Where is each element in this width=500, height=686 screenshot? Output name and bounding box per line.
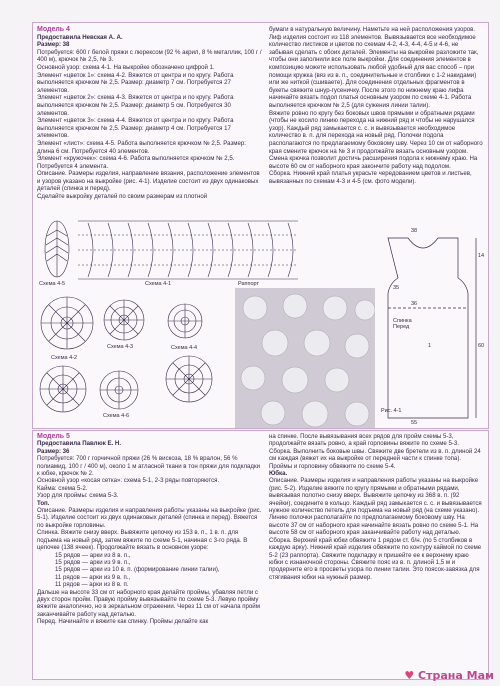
model-5-row-list <box>37 552 262 589</box>
chart-4-1 <box>78 215 298 285</box>
caption-scheme-4-4: Схема 4-4 <box>171 345 198 351</box>
caption-scheme-4-6: Схема 4-6 <box>103 413 130 419</box>
model-4-author: Предоставила Невская А. А. <box>37 33 123 41</box>
lace-fabric-photo <box>235 288 375 428</box>
model-5-needs: Потребуется: 700 г горчичной пряжи (26 % вискоза, 18 % вралон, 56 % полиамид, 100 г / 400 м), около 1 м атласной ткани в тон пряжи для подкладки к юбке, крючок № 2. <box>37 455 261 478</box>
chart-4-2-flower-b <box>37 363 89 415</box>
model-4-element-2: Элемент «цветок 2»: схема 4-3. Вяжется от центра и по кругу. Работа выполняется крючком № 2,5. Размер: диаметр 5 см. Потребуется 30 элементов. <box>37 94 234 117</box>
model-4-section <box>32 22 489 429</box>
model-4-right-text-2: Вяжите ровно по кругу без боковых швов прямыми и обратными рядами (чтобы не косило линию перехода на нижний ряд и чтобы не нарушался узор). Каждый ряд замыкается с. с. и вывязывается необходимое количество в. п. для перехода на новый ряд. Полочки подола располагаются по предлагаемому боковому шву. Через 10 см от наборного края смените крючок на № 3 и продолжайте вязать основным узором. Смена крючка позволит достичь расширения подола к нижнему краю. На высоте 60 см от наборного края закончите работу над подолом. <box>269 109 483 170</box>
chart-4-6-circle <box>97 368 141 412</box>
pattern-dimension-38: 38 <box>411 228 418 234</box>
model-5-armhole-pattern: Узор для проймы: схема 5-3. <box>37 492 119 500</box>
model-5-title: Модель 5 <box>37 433 70 440</box>
model-5-size: Размер: 36 <box>37 447 70 455</box>
chart-4-4-flower <box>165 301 205 341</box>
model-4-assembly: Сборка. Нижний край платья украсьте чередованием цветов и листьев, вывязанных по схемам 4-3 и 4-5 (см. фото модели). <box>269 170 472 185</box>
model-4-description-2: Сделайте выкройку деталей по своим размерам из плотной <box>37 193 208 201</box>
model-5-top-heading: Топ. <box>37 499 50 507</box>
model-4-right-text-1: бумаги в натуральную величину. Наметьте на ней расположения узоров. Лиф изделия состоит из 118 элементов. Вывязывается все необходимое количество листиков и цветов по схемам 4-2, 4-3, 4-4, 4-5 и 4-6, не забывая сделать с обоих деталей. Элементы на выкройке разложите так, чтобы они заполнили все поле выкройки. Для соединения элементов в композицию можете использовать любой удобный для вас способ – при помощи кружка (вяз из в. п., соединительные и столбики с 1-2 накидами) или же ниткой (сшиваете). Для соединения отдельных фрагментов в букеты свяжите шнур-гусеничку. После этого по нижнему краю лифа начинайте вязать подол платья основным узором по схеме 4-1. Работа выполняется крючком № 2,5 (для сужения линии талии). <box>269 26 479 109</box>
model-5-skirt-assembly: Сборка. Верхний край юбки обвяжите 1 рядом ст. б/н. (по 5 столбиков в каждую арку). Нижний край изделия обвяжите по контуру каймой по схеме 5-2 (23 раппорта). Свяжите подкладку и пришейте ее к верхнему краю юбки с изнаночной стороны. Свяжите пояс из в. п. длиной 1,5 м и продерните его в просветы узора по линии талии. Это поясок-завязка для стягивания юбки на нужный размер. <box>269 536 482 581</box>
caption-scheme-4-1: Схема 4-1 <box>145 281 172 287</box>
model-5-front: Перед. Начинайте и вяжите как спинку. Проймы делайте как <box>37 618 209 626</box>
model-5-section <box>32 430 489 680</box>
model-5-assembly: Сборка. Выполнить боковые швы. Свяжите две бретели из в. п. длиной 24 см каждая (вяжет их на выкройке от передней части к спинке топа). Проймы и горловину обвяжите по схеме 5-4. <box>269 447 481 470</box>
pattern-label-back-front: Спинка Перед <box>393 318 412 330</box>
model-4-needs: Потребуется: 600 г белой пряжи с люрексом (92 % акрил, 8 % металлик, 100 г / 400 м), крючок № 2,5, № 3. <box>37 48 262 64</box>
chart-4-5 <box>37 218 77 280</box>
model-5-row-item: 11 рядов — арки из 8 в. п. <box>55 581 129 589</box>
model-4-right-column <box>269 26 483 185</box>
model-4-size: Размер: 38 <box>37 41 70 49</box>
model-5-row-item: 15 рядов — арки из 10 в. п. (формирование линии талии), <box>55 566 220 574</box>
model-5-kaima: Кайма: схема 5-2. <box>37 484 88 492</box>
chart-4-2-flower <box>37 293 97 353</box>
heart-icon: ♥ <box>404 669 415 682</box>
model-4-element-1: Элемент «цветок 1»: схема 4-2. Вяжется от центра и по кругу. Работа выполняется крючком № 2,5. Размер: диаметр 7 см. Потребуется 27 элементов. <box>37 71 234 94</box>
model-5-row-item: 15 рядов — арки из 8 в. п., <box>55 551 131 559</box>
model-4-element-5: Элемент «кружочек»: схема 4-6. Работа выполняется крючком № 2,5. Потребуется 4 элемента. <box>37 155 235 170</box>
model-5-skirt-heading: Юбка. <box>269 470 288 478</box>
model-4-description: Описание. Размеры изделия, направление вязания, расположение элементов и узоров указано на выкройке (рис. 4-1). Изделие состоит из двух одинаковых деталей (спинка и перед). <box>37 170 260 193</box>
caption-figure-4-1: Рис. 4-1 <box>381 408 402 414</box>
model-5-row-item: 15 рядов — арки из 9 в. п., <box>55 558 131 566</box>
model-4-left-column <box>37 26 262 201</box>
model-5-author: Предоставила Павлюк Е. Н. <box>37 440 122 448</box>
pattern-dimension-36: 36 <box>411 301 418 307</box>
model-5-back: Спинка. Вяжите снизу вверх. Вывяжите цепочку из 153 в. п., 1 в. п. для подъема на новый ряд, затем вяжите по схеме 5-1, начиная с 3-го ряда. В цепочке (138 ячеек). Продолжайте вязать в основном узоре: <box>37 529 248 552</box>
chart-4-4-flower-b <box>163 353 215 405</box>
pattern-dimension-60: 60 <box>478 343 485 349</box>
model-5-row-item: 11 рядов — арки из 9 в. п., <box>55 573 131 581</box>
model-4-element-4: Элемент «лист»: схема 4-5. Работа выполняется крючком № 2,5. Размер: длина 6 см. Потребуется 40 элементов. <box>37 139 246 155</box>
caption-rapport: Раппорт <box>238 281 260 287</box>
site-watermark <box>404 669 494 682</box>
caption-scheme-4-3: Схема 4-3 <box>107 344 134 350</box>
model-5-continue: Дальше на высоте 33 см от наборного края делайте проймы, убавляя петли с двух сторон пройм. Правую пройму вывязывайте по схеме 5-3. Левую пройму вяжите аналогично, но в зеркальном отражении. Через 11 см от начала пройм заканчивайте работу над деталью. <box>37 588 260 618</box>
model-5-right-text: на спинке. После вывязывания всех рядов для пройм схемы 5-3, продолжайте вязать ровно, а край горловины вяжите по схеме 5-3. <box>269 433 460 448</box>
pattern-dimension-35: 35 <box>393 285 400 291</box>
caption-scheme-4-5: Схема 4-5 <box>39 281 66 287</box>
model-5-skirt-description: Описание. Размеры изделия и направления работы указаны на выкройке (рис. 5-2). Изделие вяжите по кругу прямыми и обратными рядами, вывязывая полотно снизу вверх. Вывяжите цепочку из 368 в. п. (92 ячейки), соедините в кольцо. Каждый ряд замыкается с. с. и вывязывается нужное количество петель для подъема на новый ряд (на схеме указано). Линию полочки располагайте по предполагаемому боковому шву. На высоте 37 см от наборного края начинайте вязать ровно по схеме 5-1. На высоте 58 см от наборного края заканчивайте работу над деталью. <box>269 477 482 537</box>
model-4-title: Модель 4 <box>37 26 70 33</box>
caption-scheme-4-2: Схема 4-2 <box>51 355 78 361</box>
pattern-dimension-1: 1 <box>428 343 432 349</box>
model-5-right-column <box>269 433 483 581</box>
model-4-main-pattern: Основной узор: схема 4-1. На выкройке обозначено цифрой 1. <box>37 63 215 71</box>
watermark-text: Страна Мам <box>418 669 494 682</box>
model-5-description: Описание. Размеры изделия и направления работы указаны на выкройке (рис. 5-1). Изделие состоит из двух одинаковых деталей (спинка и перед). Вяжется по выкройке горловины. <box>37 507 262 529</box>
chart-4-3-flower <box>101 297 147 343</box>
pattern-dimension-55: 55 <box>411 420 418 426</box>
model-4-element-3: Элемент «цветок 3»: схема 4-4. Вяжется от центра и по кругу. Работа выполняется крючком № 2,5. Размер: диаметр 4 см. Потребуется 17 элементов. <box>37 117 234 140</box>
model-5-main-pattern: Основной узор «косая сетка»: схема 5-1, 2-3 ряды повторяются. <box>37 477 220 485</box>
pattern-dimension-14: 14 <box>478 253 485 259</box>
model-5-left-column <box>37 433 262 626</box>
